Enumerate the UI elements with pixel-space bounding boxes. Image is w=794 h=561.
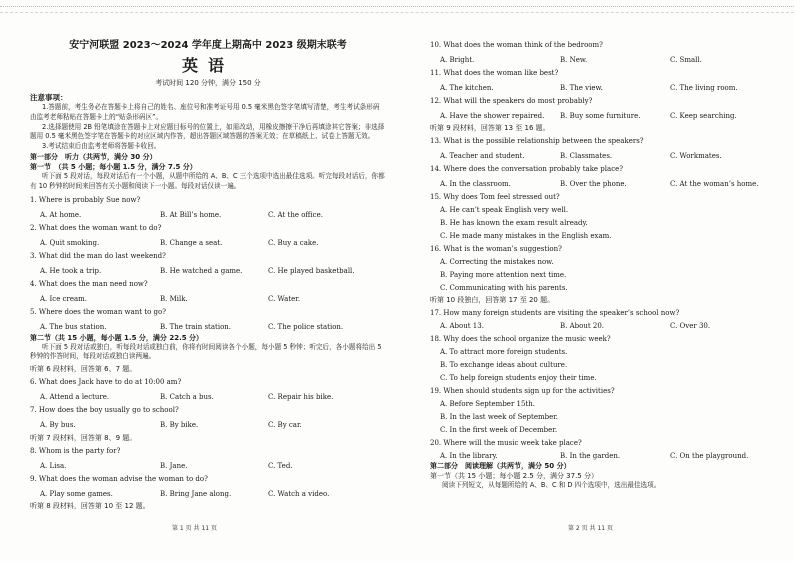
option-a: A. In the library. bbox=[440, 452, 498, 460]
option-b: B. By bike. bbox=[160, 421, 199, 430]
question-block bbox=[30, 195, 386, 220]
part2-section1-heading: 第一节（共 15 小题；每小题 2.5 分，满分 37.5 分） bbox=[430, 472, 598, 480]
option-a: A. The bus station. bbox=[40, 322, 107, 331]
right-page bbox=[430, 20, 782, 491]
option-a: A. He took a trip. bbox=[40, 266, 102, 275]
question-text: 20. Where will the music week take place? bbox=[430, 439, 582, 447]
subject-title: 英语 bbox=[181, 56, 234, 75]
question-block bbox=[30, 223, 386, 248]
question-text: 9. What does the woman advise the woman to do? bbox=[30, 475, 208, 484]
option-c: C. Communicating with his parents. bbox=[440, 284, 568, 292]
question-block bbox=[30, 405, 386, 430]
question-text: 15. Why does Tom feel stressed out? bbox=[430, 193, 560, 201]
option-a: A. The kitchen. bbox=[440, 84, 494, 92]
option-b: B. To exchange ideas about culture. bbox=[440, 361, 568, 369]
question-block bbox=[430, 438, 782, 461]
part1-section2-instructions: 听下面 5 段对话或独白，听每段对话或独白前，你将有时间阅读各个小题，每小题 5 秒钟；听完后，各小题将给出 5 秒钟的作答时间，每段对话或独白读两遍。 bbox=[30, 342, 382, 361]
options-row bbox=[430, 55, 782, 65]
option-a: A. He can’t speak English very well. bbox=[440, 206, 569, 214]
option-b: B. Jane. bbox=[160, 462, 188, 471]
option-b: B. New. bbox=[560, 56, 588, 64]
options-row bbox=[30, 210, 386, 220]
options-row bbox=[430, 83, 782, 93]
option-a: A. Quit smoking. bbox=[40, 238, 100, 247]
part1-section1-heading: 第一节 （共 5 小题；每小题 1.5 分，满分 7.5 分） bbox=[30, 162, 197, 171]
question-text: 5. Where does the woman want to go? bbox=[30, 307, 166, 316]
question-text: 4. What does the man need now? bbox=[30, 279, 148, 288]
option-b: B. He watched a game. bbox=[160, 266, 243, 275]
option-b: B. At Bill’s home. bbox=[160, 210, 222, 219]
part1-heading: 第一部分 听力（共两节，满分 30 分） bbox=[30, 152, 157, 161]
question-block bbox=[30, 446, 386, 471]
option-a: A. At home. bbox=[40, 210, 82, 219]
part2-heading: 第二部分 阅读理解（共两节，满分 50 分） bbox=[430, 462, 571, 470]
notice-item-2: 2.选择题使用 2B 铅笔填涂在答题卡上对应题目标号的位置上，如需改动，用橡皮擦擦干净后再填涂其它答案；非选择题用 0.5 毫米黑色签字笔在答题卡的对应区域内作答，超出答题区域答题的答案无效；在草稿纸上、试卷上答题无效。 bbox=[30, 122, 385, 141]
options-row bbox=[30, 461, 386, 471]
notice-heading: 注意事项： bbox=[30, 93, 68, 102]
option-b: B. Classmates. bbox=[560, 152, 613, 160]
material-6-note: 听第 6 段材料，回答第 6、7 题。 bbox=[30, 365, 137, 374]
question-block bbox=[30, 279, 386, 304]
option-a: A. About 13. bbox=[440, 322, 484, 330]
option-b: B. Change a seat. bbox=[160, 238, 223, 247]
options-row bbox=[430, 179, 782, 189]
question-block bbox=[430, 164, 782, 189]
option-c: C. The living room. bbox=[670, 84, 738, 92]
option-c: C. In the first week of December. bbox=[440, 426, 558, 434]
option-b: B. Over the phone. bbox=[560, 180, 627, 188]
question-text: 18. Why does the school organize the music week? bbox=[430, 335, 611, 343]
option-c: C. Over 30. bbox=[670, 322, 711, 330]
option-a: A. Correcting the mistakes now. bbox=[440, 258, 554, 266]
part2-instructions: 阅读下列短文，从每题所给的 A、B、C 和 D 四个选项中，选出最佳选项。 bbox=[442, 481, 661, 489]
question-block bbox=[430, 386, 782, 435]
left-page bbox=[30, 20, 386, 511]
part1-section1-instructions: 听下面 5 段对话，每段对话后有一个小题，从题中所给的 A、B、C 三个选项中选出最佳选项。听完每段对话后，你都有 10 秒钟的时间来回答有关小题和阅读下一小题。每段对话仅读一遍。 bbox=[30, 171, 385, 190]
page-number-left: 第 1 页 共 11 页 bbox=[172, 525, 217, 532]
question-text: 1. Where is probably Sue now? bbox=[30, 195, 141, 204]
option-c: C. To help foreign students enjoy their time. bbox=[440, 374, 597, 382]
option-b: B. About 20. bbox=[560, 322, 605, 330]
option-c: C. He played basketball. bbox=[268, 266, 355, 275]
question-block bbox=[430, 244, 782, 293]
notice-item-1: 1.答题前，考生务必在答题卡上将自己的姓名、座位号和准考证号用 0.5 毫米黑色签字笔填写清楚，考生考试条形码由监考老师粘贴在答题卡上的“贴条形码区”。 bbox=[30, 103, 380, 121]
option-c: C. Workmates. bbox=[670, 152, 722, 160]
question-block bbox=[30, 307, 386, 332]
options-row bbox=[30, 489, 386, 499]
options-row bbox=[30, 238, 386, 248]
question-block bbox=[30, 251, 386, 276]
notice-item-3: 3.考试结束后由监考老师将答题卡收回。 bbox=[42, 142, 161, 151]
scan-border-top bbox=[0, 6, 794, 10]
option-a: A. In the classroom. bbox=[440, 180, 511, 188]
question-text: 16. What is the woman’s suggestion? bbox=[430, 245, 562, 253]
question-block bbox=[430, 96, 782, 121]
option-a: A. Play some games. bbox=[40, 490, 113, 499]
option-b: B. Paying more attention next time. bbox=[440, 271, 567, 279]
options-row bbox=[30, 266, 386, 276]
option-a: A. Teacher and student. bbox=[440, 152, 525, 160]
options-row bbox=[430, 151, 782, 161]
exam-title: 安宁河联盟 2023～2024 学年度上期高中 2023 级期末联考 bbox=[69, 40, 347, 51]
option-c: C. On the playground. bbox=[670, 452, 749, 460]
option-b: B. Catch a bus. bbox=[160, 393, 214, 402]
option-b: B. He has known the exam result already. bbox=[440, 219, 588, 227]
option-c: C. At the office. bbox=[268, 210, 323, 219]
option-a: A. To attract more foreign students. bbox=[440, 348, 568, 356]
question-text: 12. What will the speakers do most probably? bbox=[430, 97, 593, 105]
option-b: B. The train station. bbox=[160, 322, 232, 331]
question-block bbox=[430, 40, 782, 65]
part1-section2-heading: 第二节（共 15 小题，每小题 1.5 分，满分 22.5 分） bbox=[30, 333, 204, 342]
question-block bbox=[30, 474, 386, 499]
material-8-note: 听第 8 段材料，回答第 10 至 12 题。 bbox=[30, 502, 150, 511]
scan-border-line bbox=[0, 12, 794, 14]
question-text: 7. How does the boy usually go to school? bbox=[30, 406, 179, 415]
question-block bbox=[430, 334, 782, 383]
options-row bbox=[430, 321, 782, 331]
question-text: 6. What does Jack have to do at 10:00 am? bbox=[30, 378, 182, 387]
material-10-note: 听第 10 段独白，回答第 17 至 20 题。 bbox=[430, 296, 555, 304]
option-c: C. Ted. bbox=[268, 462, 293, 471]
option-c: C. Repair his bike. bbox=[268, 393, 334, 402]
question-text: 8. Whom is the party for? bbox=[30, 447, 121, 456]
option-c: C. At the woman’s home. bbox=[670, 180, 759, 188]
question-text: 13. What is the possible relationship between the speakers? bbox=[430, 137, 644, 145]
option-c: C. Watch a video. bbox=[268, 490, 330, 499]
question-text: 11. What does the woman like best? bbox=[430, 69, 559, 77]
option-a: A. Attend a lecture. bbox=[40, 393, 110, 402]
option-c: C. Buy a cake. bbox=[268, 238, 319, 247]
options-row bbox=[30, 322, 386, 332]
question-block bbox=[30, 377, 386, 402]
option-b: B. In the garden. bbox=[560, 452, 621, 460]
question-block bbox=[430, 68, 782, 93]
option-b: B. Milk. bbox=[160, 294, 188, 303]
option-a: A. Have the shower repaired. bbox=[440, 112, 545, 120]
option-c: C. Water. bbox=[268, 294, 301, 303]
question-text: 10. What does the woman think of the bedroom? bbox=[430, 41, 603, 49]
option-a: A. Before September 15th. bbox=[440, 400, 535, 408]
question-text: 14. Where does the conversation probably take place? bbox=[430, 165, 624, 173]
option-c: C. Small. bbox=[670, 56, 702, 64]
option-a: A. Bright. bbox=[440, 56, 475, 64]
option-c: C. The police station. bbox=[268, 322, 344, 331]
options-row bbox=[430, 111, 782, 121]
options-row bbox=[30, 294, 386, 304]
option-a: A. Ice cream. bbox=[40, 294, 88, 303]
option-c: C. He made many mistakes in the English exam. bbox=[440, 232, 612, 240]
question-block bbox=[430, 192, 782, 241]
question-block bbox=[430, 136, 782, 161]
option-c: C. Keep searching. bbox=[670, 112, 737, 120]
exam-info: 考试时间 120 分钟，满分 150 分 bbox=[155, 79, 261, 87]
option-b: B. Buy some furniture. bbox=[560, 112, 641, 120]
options-row bbox=[30, 420, 386, 430]
material-9-note: 听第 9 段材料，回答第 13 至 16 题。 bbox=[430, 124, 550, 132]
question-text: 19. When should students sign up for the activities? bbox=[430, 387, 615, 395]
question-text: 17. How many foreign students are visiting the speaker’s school now? bbox=[430, 309, 680, 317]
option-b: B. In the last week of September. bbox=[440, 413, 559, 421]
page-number-right: 第 2 页 共 11 页 bbox=[568, 525, 613, 532]
option-c: C. By car. bbox=[268, 421, 302, 430]
question-text: 2. What does the woman want to do? bbox=[30, 223, 162, 232]
question-text: 3. What did the man do last weekend? bbox=[30, 251, 166, 260]
option-b: B. The view. bbox=[560, 84, 603, 92]
material-7-note: 听第 7 段材料，回答第 8、9 题。 bbox=[30, 434, 137, 443]
question-block bbox=[430, 308, 782, 331]
options-row bbox=[430, 451, 782, 461]
option-a: A. By bus. bbox=[40, 421, 76, 430]
option-b: B. Bring Jane along. bbox=[160, 490, 232, 499]
option-a: A. Lisa. bbox=[40, 462, 67, 471]
options-row bbox=[30, 392, 386, 402]
